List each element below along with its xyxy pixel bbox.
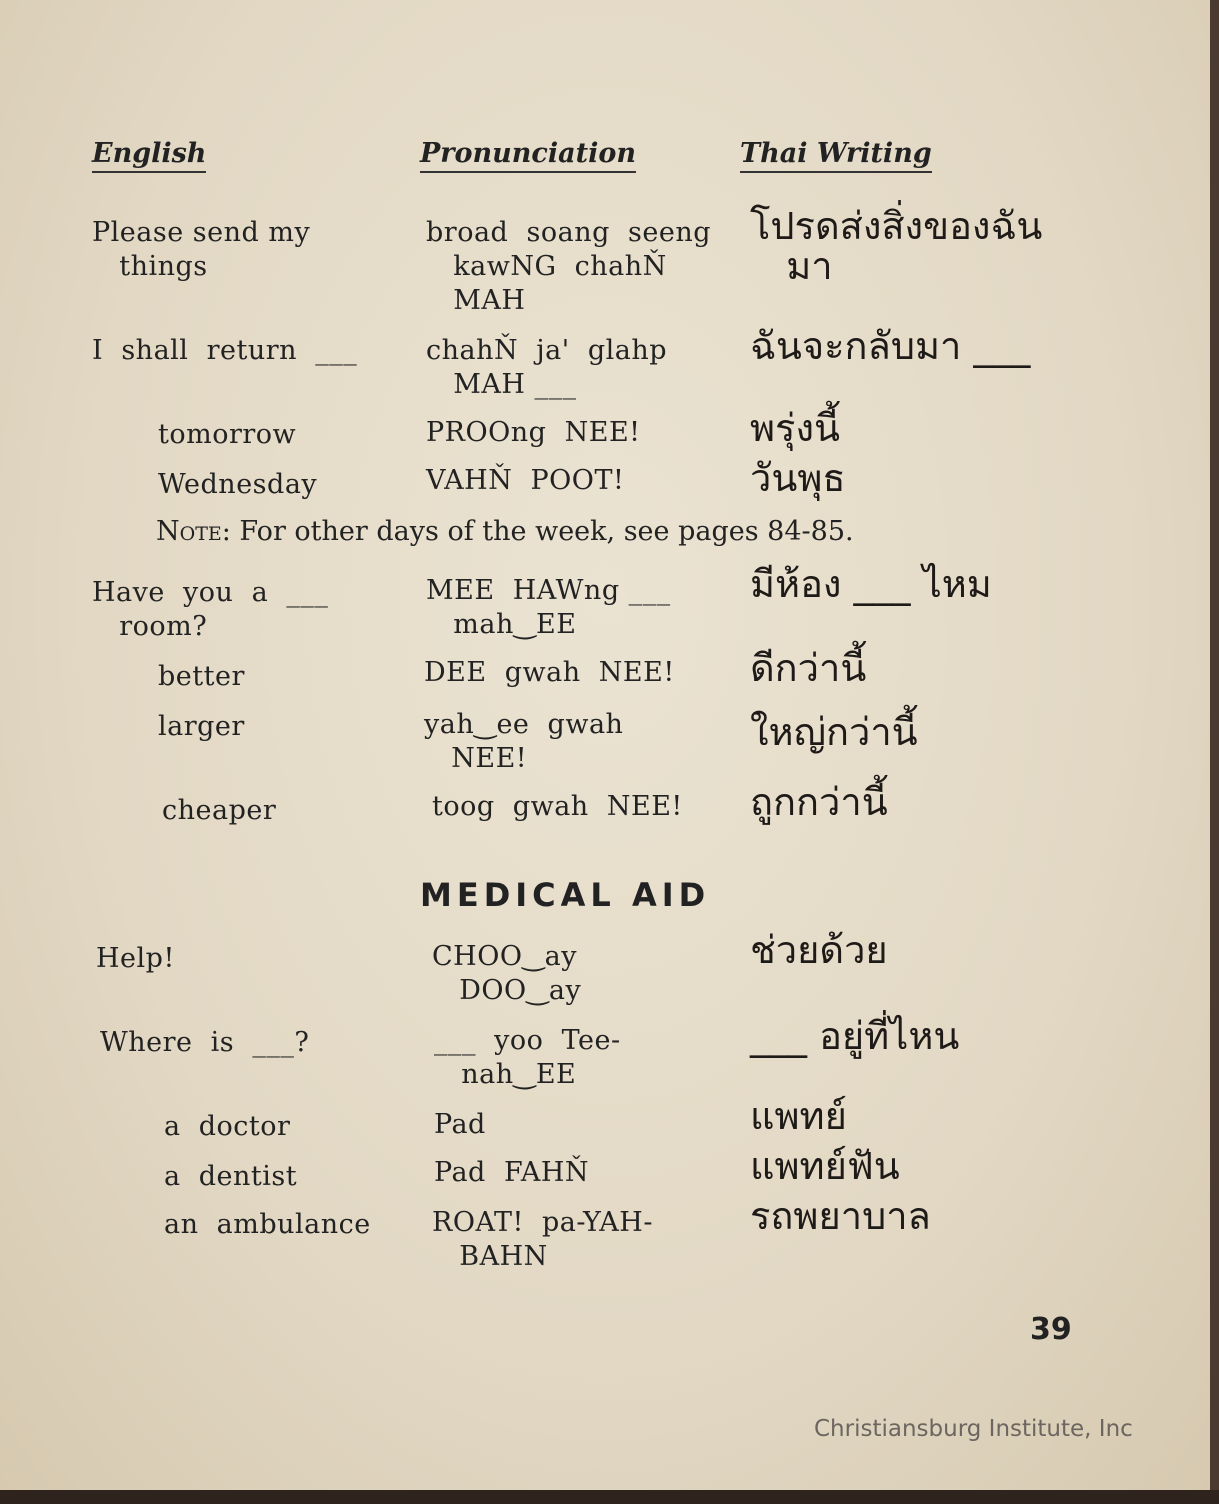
thai-writing: ___ อยู่ที่ไหน [750,1014,960,1058]
section-title: MEDICAL AID [420,876,711,914]
pronunciation-text: broad soang seeng kawNG chahŇ MAH [426,217,712,316]
pronunciation-text: Pad FAHŇ [434,1157,590,1188]
pronunciation-text: MEE HAWng ___ mah‿EE [426,575,671,640]
thai-writing: ถูกกว่านี้ [750,780,888,824]
english-phrase: tomorrow [158,419,297,450]
thai-writing: ดีกว่านี้ [750,646,867,690]
thai-writing: ฉันจะกลับมา ___ [750,324,1031,368]
pronunciation-text: ROAT! pa-YAH- BAHN [432,1207,653,1272]
note-body: : For other days of the week, see pages 84-85. [221,516,854,547]
thai-writing: พรุ่งนี้ [750,406,840,450]
thai-writing: แพทย์ฟัน [750,1144,900,1188]
pronunciation-text: VAHŇ POOT! [426,465,625,496]
english-phrase: I shall return ___ [92,335,358,366]
note-label: Note [156,516,222,547]
thai-writing: รถพยาบาล [750,1194,931,1238]
pronunciation-text: toog gwah NEE! [432,791,683,822]
thai-writing: โปรดส่งสิ่งของฉัน มา [750,204,1043,288]
english-phrase: a dentist [164,1161,298,1192]
pronunciation-text: DEE gwah NEE! [424,657,675,688]
pronunciation-text: CHOO‿ay DOO‿ay [432,941,582,1006]
pronunciation-text: ___ yoo Tee- nah‿EE [434,1025,621,1090]
english-phrase: Wednesday [158,469,318,500]
pronunciation-text: PROOng NEE! [426,417,641,448]
thai-writing: มีห้อง ___ ไหม [750,562,992,606]
english-phrase: Have you a ___ room? [92,577,329,642]
pronunciation-text: chahŇ ja' glahp MAH ___ [426,335,668,400]
english-phrase: a doctor [164,1111,291,1142]
header-thai-writing: Thai Writing [740,138,932,173]
thai-writing: ช่วยด้วย [750,928,888,972]
pronunciation-text: Pad [434,1109,486,1140]
thai-writing: วันพุธ [750,456,846,500]
english-phrase: Help! [96,943,175,974]
header-english: English [92,138,206,173]
english-phrase: an ambulance [164,1209,371,1240]
english-phrase: cheaper [162,795,277,826]
english-phrase: better [158,661,245,692]
thai-writing: ใหญ่กว่านี้ [750,710,918,754]
page-edge-right [1210,0,1219,1504]
watermark: Christiansburg Institute, Inc [814,1416,1133,1442]
page-number: 39 [1030,1312,1072,1347]
note-text [156,516,854,547]
english-phrase: Please send my things [92,217,311,282]
english-phrase: Where is ___? [100,1027,310,1058]
page-edge-bottom [0,1490,1219,1504]
header-pronunciation: Pronunciation [420,138,636,173]
english-phrase: larger [158,711,245,742]
thai-writing: แพทย์ [750,1094,847,1138]
pronunciation-text: yah‿ee gwah NEE! [424,709,624,774]
